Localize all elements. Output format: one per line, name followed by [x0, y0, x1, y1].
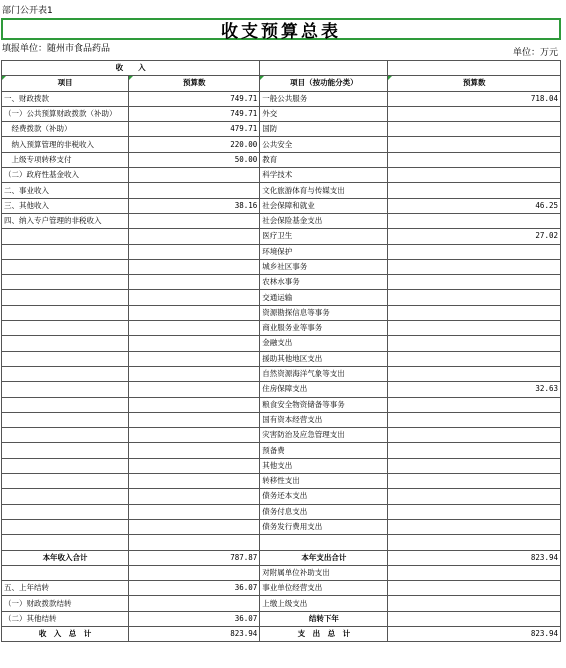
income-item: 经费拨款（补助） — [2, 122, 129, 137]
expense-value: 27.02 — [388, 229, 561, 244]
income-value: 479.71 — [129, 122, 260, 137]
expense-value — [388, 168, 561, 183]
income-value — [129, 336, 260, 351]
income-item — [2, 259, 129, 274]
grand-income-value: 823.94 — [129, 626, 260, 641]
table-row — [2, 275, 561, 290]
income-item-header: 项目 — [2, 76, 129, 91]
expense-item: 医疗卫生 — [260, 229, 388, 244]
income-value: 38.16 — [129, 198, 260, 213]
expense-value — [388, 321, 561, 336]
expense-item: 公共安全 — [260, 137, 388, 152]
income-item: （一）财政拨款结转 — [2, 596, 129, 611]
expense-item: 外交 — [260, 106, 388, 121]
expense-item: 粮食安全物资储备等事务 — [260, 397, 388, 412]
income-value: 36.07 — [129, 581, 260, 596]
income-value: 220.00 — [129, 137, 260, 152]
grand-income-label: 收 入 总 计 — [2, 626, 129, 641]
income-total-value: 787.87 — [129, 550, 260, 565]
income-item — [2, 290, 129, 305]
expense-value — [388, 474, 561, 489]
income-value — [129, 305, 260, 320]
income-value — [129, 428, 260, 443]
expense-value — [388, 366, 561, 381]
table-row — [2, 519, 561, 534]
income-item — [2, 229, 129, 244]
table-row — [2, 183, 561, 198]
expense-item: 对附属单位补助支出 — [260, 565, 388, 580]
income-item: 五、上年结转 — [2, 581, 129, 596]
expense-section-header-blank-2 — [388, 61, 561, 76]
income-value: 50.00 — [129, 152, 260, 167]
expense-value — [388, 504, 561, 519]
expense-item: 其他支出 — [260, 458, 388, 473]
income-value — [129, 397, 260, 412]
income-item — [2, 321, 129, 336]
unit-label: 单位：万元 — [512, 48, 558, 58]
expense-item: 商业服务业等事务 — [260, 321, 388, 336]
income-item: 三、其他收入 — [2, 198, 129, 213]
income-value — [129, 321, 260, 336]
table-row — [2, 152, 561, 167]
expense-value — [388, 275, 561, 290]
income-value: 36.07 — [129, 611, 260, 626]
income-item: 四、纳入专户管理的非税收入 — [2, 213, 129, 228]
income-item: （二）其他结转 — [2, 611, 129, 626]
income-item — [2, 366, 129, 381]
grand-expense-value: 823.94 — [388, 626, 561, 641]
income-value — [129, 183, 260, 198]
blank-cell — [388, 535, 561, 550]
grand-expense-label: 支 出 总 计 — [260, 626, 388, 641]
expense-value: 32.63 — [388, 382, 561, 397]
income-value: 749.71 — [129, 106, 260, 121]
expense-value — [388, 428, 561, 443]
page-title: 收支预算总表 — [221, 21, 341, 42]
expense-value — [388, 351, 561, 366]
table-row — [2, 565, 561, 580]
income-value — [129, 275, 260, 290]
expense-value — [388, 183, 561, 198]
table-row — [2, 366, 561, 381]
expense-item-header: 项目（按功能分类） — [260, 76, 388, 91]
expense-item: 农林水事务 — [260, 275, 388, 290]
income-item: （二）政府性基金收入 — [2, 168, 129, 183]
expense-value — [388, 397, 561, 412]
table-row — [2, 259, 561, 274]
expense-value — [388, 259, 561, 274]
table-row — [2, 458, 561, 473]
expense-item: 教育 — [260, 152, 388, 167]
expense-value — [388, 596, 561, 611]
table-row — [2, 290, 561, 305]
blank-cell — [129, 535, 260, 550]
income-item: 纳入预算管理的非税收入 — [2, 137, 129, 152]
income-value — [129, 168, 260, 183]
expense-budget-header: 预算数 — [388, 76, 561, 91]
income-value — [129, 474, 260, 489]
expense-value — [388, 336, 561, 351]
table-row — [2, 122, 561, 137]
income-item — [2, 382, 129, 397]
income-value — [129, 244, 260, 259]
income-value — [129, 489, 260, 504]
expense-item: 资源勘探信息等事务 — [260, 305, 388, 320]
income-item — [2, 412, 129, 427]
income-value — [129, 213, 260, 228]
expense-item: 社会保险基金支出 — [260, 213, 388, 228]
expense-item: 文化旅游体育与传媒支出 — [260, 183, 388, 198]
expense-value — [388, 213, 561, 228]
expense-total-label: 本年支出合计 — [260, 550, 388, 565]
income-item — [2, 244, 129, 259]
expense-section-header-blank — [260, 61, 388, 76]
blank-cell — [260, 535, 388, 550]
expense-item: 转移性支出 — [260, 474, 388, 489]
income-value: 749.71 — [129, 91, 260, 106]
expense-value — [388, 489, 561, 504]
expense-item: 社会保障和就业 — [260, 198, 388, 213]
year-total-row — [2, 550, 561, 565]
expense-value: 46.25 — [388, 198, 561, 213]
income-value — [129, 366, 260, 381]
income-value — [129, 596, 260, 611]
table-row — [2, 213, 561, 228]
table-row — [2, 244, 561, 259]
income-value — [129, 504, 260, 519]
expense-item: 住房保障支出 — [260, 382, 388, 397]
income-item — [2, 519, 129, 534]
expense-value — [388, 106, 561, 121]
expense-value — [388, 152, 561, 167]
expense-item: 金融支出 — [260, 336, 388, 351]
expense-value — [388, 611, 561, 626]
expense-item: 债务发行费用支出 — [260, 519, 388, 534]
income-item — [2, 336, 129, 351]
income-item — [2, 458, 129, 473]
table-row — [2, 305, 561, 320]
income-item: 一、财政拨款 — [2, 91, 129, 106]
expense-value — [388, 581, 561, 596]
income-item — [2, 474, 129, 489]
expense-item: 事业单位经营支出 — [260, 581, 388, 596]
blank-row — [2, 535, 561, 550]
grand-total-row — [2, 626, 561, 641]
income-value — [129, 259, 260, 274]
expense-value — [388, 519, 561, 534]
filling-unit: 填报单位：随州市食品药品 — [2, 44, 111, 54]
income-value — [129, 443, 260, 458]
table-row — [2, 611, 561, 626]
table-row — [2, 351, 561, 366]
income-budget-header: 预算数 — [129, 76, 260, 91]
income-item — [2, 428, 129, 443]
income-total-label: 本年收入合计 — [2, 550, 129, 565]
table-row — [2, 336, 561, 351]
income-value — [129, 351, 260, 366]
table-row — [2, 91, 561, 106]
table-row — [2, 596, 561, 611]
income-item: 上级专项转移支付 — [2, 152, 129, 167]
expense-item: 城乡社区事务 — [260, 259, 388, 274]
table-row — [2, 137, 561, 152]
expense-value — [388, 443, 561, 458]
income-item — [2, 305, 129, 320]
expense-value — [388, 458, 561, 473]
expense-value — [388, 244, 561, 259]
expense-item: 债务付息支出 — [260, 504, 388, 519]
table-row — [2, 168, 561, 183]
table-row — [2, 443, 561, 458]
budget-table — [1, 60, 561, 642]
table-row — [2, 106, 561, 121]
table-row — [2, 229, 561, 244]
blank-cell — [2, 535, 129, 550]
income-item — [2, 397, 129, 412]
title-box[interactable] — [1, 18, 561, 40]
expense-value — [388, 137, 561, 152]
expense-item: 国有资本经营支出 — [260, 412, 388, 427]
table-row — [2, 321, 561, 336]
table-row — [2, 504, 561, 519]
expense-item: 结转下年 — [260, 611, 388, 626]
form-code: 部门公开表1 — [2, 6, 53, 16]
expense-value — [388, 290, 561, 305]
income-value — [129, 412, 260, 427]
expense-value — [388, 122, 561, 137]
expense-item: 一般公共服务 — [260, 91, 388, 106]
table-row — [2, 428, 561, 443]
expense-total-value: 823.94 — [388, 550, 561, 565]
income-value — [129, 382, 260, 397]
table-row — [2, 474, 561, 489]
income-value — [129, 565, 260, 580]
income-item — [2, 565, 129, 580]
income-item — [2, 275, 129, 290]
income-item — [2, 504, 129, 519]
income-item — [2, 489, 129, 504]
table-row — [2, 382, 561, 397]
expense-value: 718.04 — [388, 91, 561, 106]
expense-item: 灾害防治及应急管理支出 — [260, 428, 388, 443]
expense-item: 债务还本支出 — [260, 489, 388, 504]
expense-item: 环境保护 — [260, 244, 388, 259]
table-row — [2, 489, 561, 504]
income-item — [2, 443, 129, 458]
expense-value — [388, 412, 561, 427]
expense-item: 预备费 — [260, 443, 388, 458]
expense-item: 自然资源海洋气象等支出 — [260, 366, 388, 381]
expense-item: 上缴上级支出 — [260, 596, 388, 611]
income-value — [129, 229, 260, 244]
income-item: （一）公共预算财政拨款（补助） — [2, 106, 129, 121]
expense-item: 援助其他地区支出 — [260, 351, 388, 366]
expense-item: 交通运输 — [260, 290, 388, 305]
income-value — [129, 290, 260, 305]
table-row — [2, 198, 561, 213]
income-section-header: 收 入 — [2, 61, 260, 76]
expense-value — [388, 305, 561, 320]
table-row — [2, 412, 561, 427]
income-value — [129, 458, 260, 473]
income-value — [129, 519, 260, 534]
table-row — [2, 581, 561, 596]
income-item: 二、事业收入 — [2, 183, 129, 198]
income-item — [2, 351, 129, 366]
table-row — [2, 397, 561, 412]
expense-item: 国防 — [260, 122, 388, 137]
expense-item: 科学技术 — [260, 168, 388, 183]
expense-value — [388, 565, 561, 580]
